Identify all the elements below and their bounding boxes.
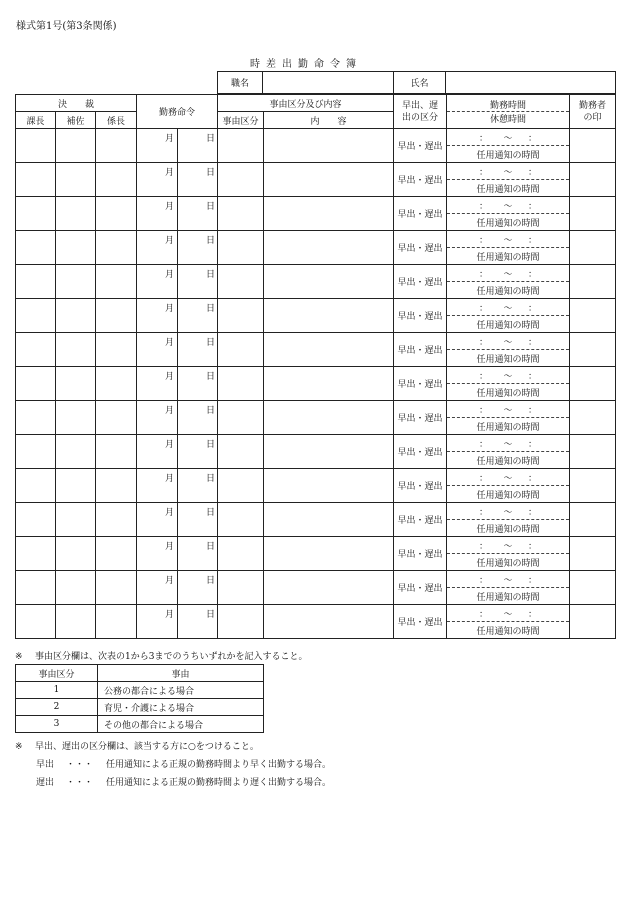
work-time-cell[interactable]: ： 〜 ： 任用通知の時間 bbox=[447, 231, 570, 265]
content-cell[interactable] bbox=[264, 299, 394, 333]
worker-seal-cell[interactable] bbox=[570, 401, 616, 435]
order-row bbox=[16, 367, 616, 401]
reason-category-cell[interactable] bbox=[218, 605, 264, 639]
section-chief-seal-cell[interactable] bbox=[16, 537, 56, 571]
worker-seal-cell[interactable] bbox=[570, 435, 616, 469]
order-date-cell[interactable]: 月 日 bbox=[137, 571, 218, 605]
order-date-cell[interactable]: 月 日 bbox=[137, 469, 218, 503]
worker-seal-cell[interactable] bbox=[570, 469, 616, 503]
assistant-seal-cell[interactable] bbox=[56, 299, 96, 333]
order-row bbox=[16, 197, 616, 231]
work-time-cell[interactable]: ： 〜 ： 任用通知の時間 bbox=[447, 503, 570, 537]
chief-seal-cell[interactable] bbox=[96, 129, 137, 163]
seal-header: 勤務者 の印 bbox=[570, 95, 616, 129]
assistant-seal-cell[interactable] bbox=[56, 435, 96, 469]
order-date-cell[interactable]: 月 日 bbox=[137, 367, 218, 401]
worker-seal-cell[interactable] bbox=[570, 333, 616, 367]
order-row bbox=[16, 605, 616, 639]
assistant-seal-cell[interactable] bbox=[56, 333, 96, 367]
work-time-cell[interactable]: ： 〜 ： 任用通知の時間 bbox=[447, 299, 570, 333]
content-cell[interactable] bbox=[264, 401, 394, 435]
name-label: 氏名 bbox=[394, 72, 446, 94]
work-time-cell[interactable]: ： 〜 ： 任用通知の時間 bbox=[447, 435, 570, 469]
worker-seal-cell[interactable] bbox=[570, 367, 616, 401]
chief-seal-cell[interactable] bbox=[96, 503, 137, 537]
reason-group-header: 事由区分及び内容 bbox=[218, 95, 394, 112]
work-time-cell[interactable]: ： 〜 ： 任用通知の時間 bbox=[447, 197, 570, 231]
reason-category-cell[interactable] bbox=[218, 197, 264, 231]
late-definition: 遅出 ・・・ 任用通知による正規の勤務時間より遅く出勤する場合。 bbox=[36, 778, 332, 788]
section-chief-seal-cell[interactable] bbox=[16, 605, 56, 639]
early-definition: 早出 ・・・ 任用通知による正規の勤務時間より早く出勤する場合。 bbox=[36, 760, 332, 770]
reason-category-cell[interactable] bbox=[218, 435, 264, 469]
worker-seal-cell[interactable] bbox=[570, 503, 616, 537]
early-late-cell[interactable]: 早出・遅出 bbox=[394, 571, 447, 605]
early-late-cell[interactable]: 早出・遅出 bbox=[394, 469, 447, 503]
order-row bbox=[16, 299, 616, 333]
early-late-cell[interactable]: 早出・遅出 bbox=[394, 367, 447, 401]
chief-seal-cell[interactable] bbox=[96, 265, 137, 299]
chief-seal-cell[interactable] bbox=[96, 231, 137, 265]
order-date-cell[interactable]: 月 日 bbox=[137, 129, 218, 163]
content-cell[interactable] bbox=[264, 231, 394, 265]
chief-seal-cell[interactable] bbox=[96, 537, 137, 571]
early-late-cell[interactable]: 早出・遅出 bbox=[394, 435, 447, 469]
work-time-cell[interactable]: ： 〜 ： 任用通知の時間 bbox=[447, 163, 570, 197]
chief-seal-cell[interactable] bbox=[96, 367, 137, 401]
reason-category-cell[interactable] bbox=[218, 537, 264, 571]
header-info-table bbox=[217, 71, 616, 94]
order-date-cell[interactable]: 月 日 bbox=[137, 163, 218, 197]
reason-table-header-category: 事由区分 bbox=[16, 665, 98, 682]
chief-seal-cell[interactable] bbox=[96, 571, 137, 605]
section-chief-seal-cell[interactable] bbox=[16, 435, 56, 469]
approval-header: 決 裁 bbox=[16, 95, 137, 112]
assistant-seal-cell[interactable] bbox=[56, 231, 96, 265]
section-chief-seal-cell[interactable] bbox=[16, 163, 56, 197]
order-date-cell[interactable]: 月 日 bbox=[137, 503, 218, 537]
section-chief-seal-cell[interactable] bbox=[16, 571, 56, 605]
order-row bbox=[16, 163, 616, 197]
order-row bbox=[16, 503, 616, 537]
work-time-cell[interactable]: ： 〜 ： 任用通知の時間 bbox=[447, 129, 570, 163]
early-late-cell[interactable]: 早出・遅出 bbox=[394, 231, 447, 265]
reason-table-header-reason: 事由 bbox=[98, 665, 264, 682]
reason-category-cell[interactable] bbox=[218, 265, 264, 299]
work-time-cell[interactable]: ： 〜 ： 任用通知の時間 bbox=[447, 333, 570, 367]
assistant-seal-cell[interactable] bbox=[56, 197, 96, 231]
reason-category-cell[interactable] bbox=[218, 163, 264, 197]
worker-seal-cell[interactable] bbox=[570, 163, 616, 197]
content-cell[interactable] bbox=[264, 333, 394, 367]
work-time-cell[interactable]: ： 〜 ： 任用通知の時間 bbox=[447, 367, 570, 401]
order-row bbox=[16, 265, 616, 299]
content-cell[interactable] bbox=[264, 265, 394, 299]
order-date-cell[interactable]: 月 日 bbox=[137, 299, 218, 333]
early-late-cell[interactable]: 早出・遅出 bbox=[394, 333, 447, 367]
early-late-cell[interactable]: 早出・遅出 bbox=[394, 537, 447, 571]
work-time-cell[interactable]: ： 〜 ： 任用通知の時間 bbox=[447, 605, 570, 639]
assistant-seal-cell[interactable] bbox=[56, 469, 96, 503]
worker-seal-cell[interactable] bbox=[570, 605, 616, 639]
early-late-cell[interactable]: 早出・遅出 bbox=[394, 265, 447, 299]
order-date-cell[interactable]: 月 日 bbox=[137, 197, 218, 231]
content-cell[interactable] bbox=[264, 605, 394, 639]
worker-seal-cell[interactable] bbox=[570, 537, 616, 571]
assistant-seal-cell[interactable] bbox=[56, 129, 96, 163]
assistant-seal-cell[interactable] bbox=[56, 605, 96, 639]
early-late-cell[interactable]: 早出・遅出 bbox=[394, 503, 447, 537]
section-chief-seal-cell[interactable] bbox=[16, 129, 56, 163]
reason-no: 1 bbox=[16, 682, 98, 699]
content-cell[interactable] bbox=[264, 435, 394, 469]
section-chief-seal-cell[interactable] bbox=[16, 197, 56, 231]
position-field[interactable] bbox=[263, 72, 394, 94]
order-row bbox=[16, 401, 616, 435]
chief-seal-cell[interactable] bbox=[96, 197, 137, 231]
assistant-seal-cell[interactable] bbox=[56, 571, 96, 605]
work-time-cell[interactable]: ： 〜 ： 任用通知の時間 bbox=[447, 571, 570, 605]
assistant-seal-cell[interactable] bbox=[56, 503, 96, 537]
assistant-seal-cell[interactable] bbox=[56, 163, 96, 197]
reason-category-cell[interactable] bbox=[218, 469, 264, 503]
chief-seal-cell[interactable] bbox=[96, 401, 137, 435]
content-cell[interactable] bbox=[264, 469, 394, 503]
assistant-seal-cell[interactable] bbox=[56, 537, 96, 571]
chief-seal-cell[interactable] bbox=[96, 605, 137, 639]
reason-no: 3 bbox=[16, 716, 98, 733]
form-number: 様式第1号(第3条関係) bbox=[16, 21, 117, 32]
chief-seal-cell[interactable] bbox=[96, 299, 137, 333]
content-header: 内 容 bbox=[264, 112, 394, 129]
reason-category-cell[interactable] bbox=[218, 367, 264, 401]
content-cell[interactable] bbox=[264, 129, 394, 163]
section-chief-seal-cell[interactable] bbox=[16, 503, 56, 537]
order-date-cell[interactable]: 月 日 bbox=[137, 231, 218, 265]
section-chief-seal-cell[interactable] bbox=[16, 469, 56, 503]
section-chief-seal-cell[interactable] bbox=[16, 299, 56, 333]
worker-seal-cell[interactable] bbox=[570, 231, 616, 265]
reason-category-cell[interactable] bbox=[218, 299, 264, 333]
reason-table bbox=[15, 664, 264, 733]
early-late-header: 早出、遅 出の区分 bbox=[394, 95, 447, 129]
assistant-seal-cell[interactable] bbox=[56, 367, 96, 401]
work-hours-header: 勤務時間 休憩時間 bbox=[447, 95, 570, 129]
chief-seal-cell[interactable] bbox=[96, 163, 137, 197]
order-row bbox=[16, 231, 616, 265]
order-row bbox=[16, 435, 616, 469]
reason-text: 育児・介護による場合 bbox=[98, 699, 264, 716]
worker-seal-cell[interactable] bbox=[570, 571, 616, 605]
section-chief-seal-cell[interactable] bbox=[16, 265, 56, 299]
order-row bbox=[16, 333, 616, 367]
content-cell[interactable] bbox=[264, 197, 394, 231]
order-date-cell[interactable]: 月 日 bbox=[137, 265, 218, 299]
worker-seal-cell[interactable] bbox=[570, 299, 616, 333]
content-cell[interactable] bbox=[264, 367, 394, 401]
reason-category-cell[interactable] bbox=[218, 333, 264, 367]
order-row bbox=[16, 571, 616, 605]
order-date-cell[interactable]: 月 日 bbox=[137, 435, 218, 469]
assistant-header: 補佐 bbox=[56, 112, 96, 129]
attendance-order-table bbox=[15, 94, 616, 639]
order-date-cell[interactable]: 月 日 bbox=[137, 605, 218, 639]
section-chief-seal-cell[interactable] bbox=[16, 333, 56, 367]
reason-text: その他の都合による場合 bbox=[98, 716, 264, 733]
section-chief-seal-cell[interactable] bbox=[16, 367, 56, 401]
content-cell[interactable] bbox=[264, 537, 394, 571]
reason-text: 公務の都合による場合 bbox=[98, 682, 264, 699]
early-late-cell[interactable]: 早出・遅出 bbox=[394, 605, 447, 639]
chief-seal-cell[interactable] bbox=[96, 333, 137, 367]
reason-no: 2 bbox=[16, 699, 98, 716]
work-time-cell[interactable]: ： 〜 ： 任用通知の時間 bbox=[447, 265, 570, 299]
work-time-cell[interactable]: ： 〜 ： 任用通知の時間 bbox=[447, 401, 570, 435]
section-chief-seal-cell[interactable] bbox=[16, 231, 56, 265]
work-time-cell[interactable]: ： 〜 ： 任用通知の時間 bbox=[447, 469, 570, 503]
reason-category-cell[interactable] bbox=[218, 129, 264, 163]
chief-header: 係長 bbox=[96, 112, 137, 129]
name-field[interactable] bbox=[446, 72, 616, 94]
early-late-cell[interactable]: 早出・遅出 bbox=[394, 401, 447, 435]
section-chief-seal-cell[interactable] bbox=[16, 401, 56, 435]
early-late-cell[interactable]: 早出・遅出 bbox=[394, 197, 447, 231]
chief-seal-cell[interactable] bbox=[96, 469, 137, 503]
content-cell[interactable] bbox=[264, 503, 394, 537]
chief-seal-cell[interactable] bbox=[96, 435, 137, 469]
page-title: 時差出勤命令簿 bbox=[250, 59, 362, 70]
early-late-cell[interactable]: 早出・遅出 bbox=[394, 129, 447, 163]
worker-seal-cell[interactable] bbox=[570, 265, 616, 299]
order-row bbox=[16, 469, 616, 503]
reason-category-cell[interactable] bbox=[218, 503, 264, 537]
reason-category-cell[interactable] bbox=[218, 401, 264, 435]
order-date-cell[interactable]: 月 日 bbox=[137, 333, 218, 367]
work-time-cell[interactable]: ： 〜 ： 任用通知の時間 bbox=[447, 537, 570, 571]
section-chief-header: 課長 bbox=[16, 112, 56, 129]
early-late-cell[interactable]: 早出・遅出 bbox=[394, 299, 447, 333]
content-cell[interactable] bbox=[264, 163, 394, 197]
worker-seal-cell[interactable] bbox=[570, 197, 616, 231]
reason-category-header: 事由区分 bbox=[218, 112, 264, 129]
reason-category-cell[interactable] bbox=[218, 231, 264, 265]
work-order-header: 勤務命令 bbox=[137, 95, 218, 129]
note-reason: ※ 事由区分欄は、次表の1から3までのうちいずれかを記入すること。 bbox=[15, 652, 308, 662]
order-row bbox=[16, 537, 616, 571]
content-cell[interactable] bbox=[264, 571, 394, 605]
order-row bbox=[16, 129, 616, 163]
assistant-seal-cell[interactable] bbox=[56, 401, 96, 435]
order-date-cell[interactable]: 月 日 bbox=[137, 537, 218, 571]
early-late-cell[interactable]: 早出・遅出 bbox=[394, 163, 447, 197]
worker-seal-cell[interactable] bbox=[570, 129, 616, 163]
position-label: 職名 bbox=[218, 72, 263, 94]
note-early-late: ※ 早出、遅出の区分欄は、該当する方に○をつけること。 bbox=[15, 742, 259, 752]
order-date-cell[interactable]: 月 日 bbox=[137, 401, 218, 435]
assistant-seal-cell[interactable] bbox=[56, 265, 96, 299]
reason-category-cell[interactable] bbox=[218, 571, 264, 605]
